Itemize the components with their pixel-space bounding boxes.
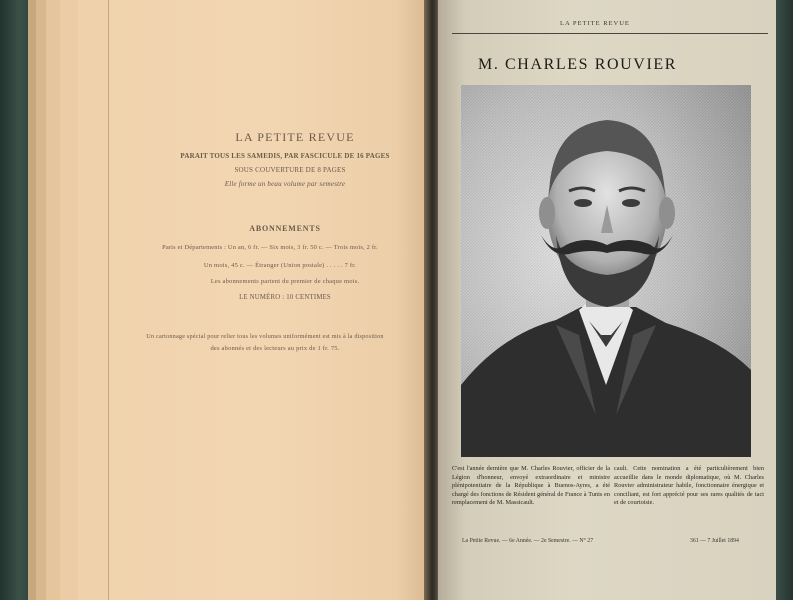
subscriptions-line-1: Paris et Départements : Un an, 6 fr. — Six mois, 3 fr. 50 c. — Trois mois, 2 fr.: [162, 244, 378, 251]
portrait-engraving: [461, 85, 751, 457]
left-line-3: Elle forme un beau volume par semestre: [224, 180, 346, 188]
page-edge: [46, 0, 61, 600]
subscriptions-heading: ABONNEMENTS: [249, 224, 321, 233]
head-rule: [452, 33, 768, 34]
binding-line-2: des abonnés et des lecteurs au prix de 1 fr. 75.: [210, 345, 340, 352]
book-cover-right: [776, 0, 793, 600]
column-right-text: cault. Cette nomination a été particulièrement bien accueillie dans le monde diplomatique, où M. Charles Rouvier administrateur habile, fonctionnaire énergique et conciliant, est fort apprécié pour ses rares qualités de tact et de courtoisie.: [614, 465, 764, 507]
binding-line-1: Un cartonnage spécial pour relier tous les volumes uniformément est mis à la disposition: [146, 333, 384, 340]
footer-right: 361 — 7 Juillet 1894: [690, 538, 739, 544]
column-right: [614, 465, 764, 531]
page-edge: [60, 0, 79, 600]
page-edge: [78, 0, 109, 600]
subscriptions-line-3: Les abonnements partent du premier de chaque mois.: [210, 278, 360, 285]
column-left: [452, 465, 610, 531]
left-title: LA PETITE REVUE: [235, 130, 355, 144]
footer-left: La Petite Revue. — 6e Année. — 2e Semestre. — N° 27: [462, 538, 594, 544]
left-line-1: PARAIT TOUS LES SAMEDIS, PAR FASCICULE DE 16 PAGES: [180, 152, 390, 160]
price-line: LE NUMÉRO : 10 CENTIMES: [239, 294, 331, 301]
left-line-2: SOUS COUVERTURE DE 8 PAGES: [234, 166, 346, 174]
article-title: M. CHARLES ROUVIER: [478, 56, 678, 73]
column-left-text: C'est l'année dernière que M. Charles Rouvier, officier de la Légion d'honneur, envoyé extraordinaire et ministre plénipotentiaire de la République à Buenos-Ayres, a été chargé des fonctions de Résident général de France à Tunis en remplacement de M. Massicault.: [452, 465, 610, 507]
subscriptions-line-2: Un mois, 45 c. — Étranger (Union postale) . . . . . 7 fr.: [203, 262, 357, 269]
running-head: LA PETITE REVUE: [560, 20, 630, 27]
